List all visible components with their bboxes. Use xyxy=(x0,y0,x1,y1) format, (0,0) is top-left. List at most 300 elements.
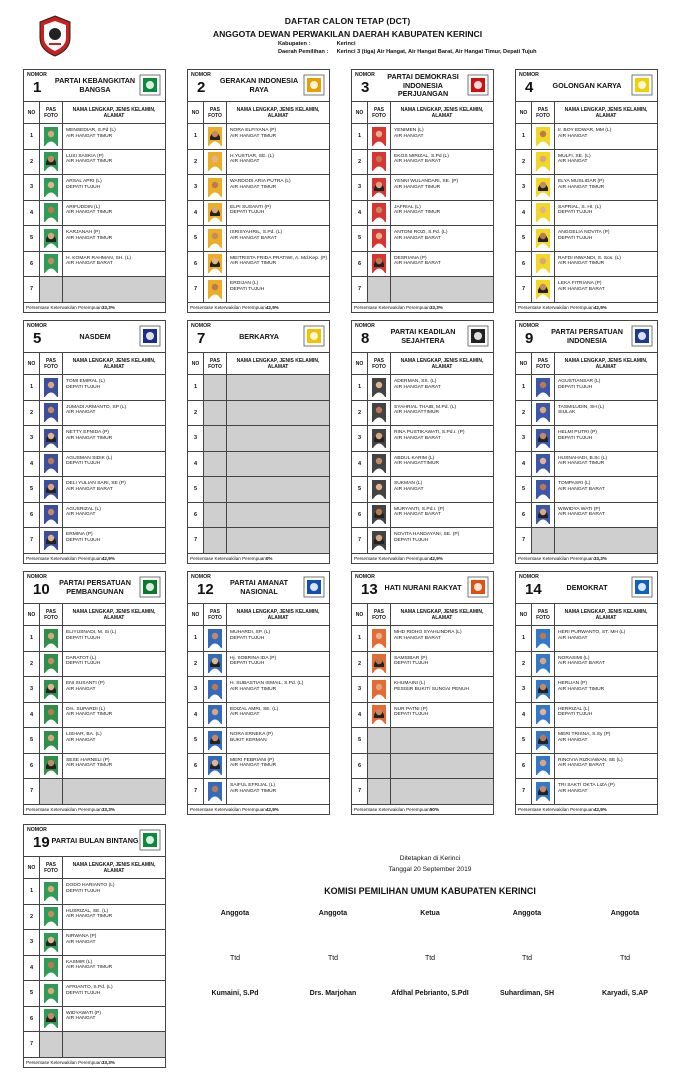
candidate-photo xyxy=(204,426,227,451)
party-name: PARTAI BULAN BINTANG xyxy=(51,835,139,845)
nomor-label: NOMOR xyxy=(27,323,47,329)
candidate-name: KARJANAH (P) xyxy=(66,230,100,235)
candidate-row xyxy=(188,528,329,554)
candidate-number: 4 xyxy=(188,201,204,226)
candidate-number: 1 xyxy=(24,124,40,149)
candidate-photo-icon xyxy=(372,480,386,499)
candidate-number: 7 xyxy=(24,1032,40,1057)
candidate-number: 3 xyxy=(188,175,204,200)
candidate-photo xyxy=(40,401,63,426)
candidate-info xyxy=(555,652,657,677)
candidate-name: RINOVIA RIZKIAWAN, SE (L) xyxy=(558,757,623,763)
candidate-photo-icon xyxy=(536,127,550,146)
candidate-info xyxy=(227,150,329,175)
candidate-address: DEPATI TUJUH xyxy=(66,184,101,190)
kabupaten-value: Kerinci xyxy=(336,41,356,47)
candidate-number: 1 xyxy=(352,124,368,149)
candidate-number: 6 xyxy=(24,503,40,528)
foto-header: PAS FOTO xyxy=(368,604,391,625)
foto-header: PAS FOTO xyxy=(204,604,227,625)
party-panel-10 xyxy=(23,571,166,815)
candidate-address: AIR HANGAT BARAT xyxy=(394,435,441,441)
column-headers xyxy=(352,102,493,124)
party-header xyxy=(516,572,657,604)
candidate-address: AIR HANGAT BARAT xyxy=(558,661,605,667)
column-headers xyxy=(24,857,165,879)
nama-header: NAMA LENGKAP, JENIS KELAMIN, ALAMAT xyxy=(564,357,648,370)
candidate-address: AIR HANGAT BARAT xyxy=(394,261,441,267)
candidate-photo xyxy=(204,150,227,175)
party-number: 14 xyxy=(525,581,542,598)
candidate-photo xyxy=(40,452,63,477)
candidate-photo-icon xyxy=(372,680,386,699)
nama-header: NAMA LENGKAP, JENIS KELAMIN, ALAMAT xyxy=(564,608,648,621)
candidate-address: AIR HANGAT xyxy=(66,737,96,743)
candidate-info xyxy=(555,754,657,779)
candidate-photo xyxy=(40,626,63,651)
candidate-info xyxy=(227,477,329,502)
candidate-row xyxy=(516,477,657,503)
candidate-photo-icon xyxy=(372,705,386,724)
candidate-number: 1 xyxy=(352,375,368,400)
party-panel-14 xyxy=(515,571,658,815)
candidate-photo-icon xyxy=(536,705,550,724)
percentage-value: 33,3% xyxy=(429,304,443,310)
candidate-photo xyxy=(368,175,391,200)
candidate-photo xyxy=(532,677,555,702)
candidate-photo-icon xyxy=(372,178,386,197)
candidate-row xyxy=(188,426,329,452)
candidate-number: 4 xyxy=(352,452,368,477)
candidate-name: SYAHRIAL THAIB, M.Pd. (L) xyxy=(394,404,457,410)
candidate-photo-icon xyxy=(44,882,58,901)
candidate-name: H.YUSTIAR, SE. (L) xyxy=(230,153,275,159)
candidate-photo xyxy=(40,930,63,955)
candidate-photo xyxy=(204,375,227,400)
party-number: 12 xyxy=(197,581,214,598)
candidate-address: AIR HANGAT xyxy=(558,737,588,743)
candidate-info xyxy=(391,626,493,651)
candidate-photo xyxy=(40,754,63,779)
candidate-name: AFRIANTO, S.Pd. (L) xyxy=(66,985,113,990)
candidate-info xyxy=(391,375,493,400)
candidate-photo-icon xyxy=(44,907,58,926)
percentage-footer xyxy=(24,303,165,312)
candidate-photo xyxy=(204,626,227,651)
candidate-info xyxy=(227,528,329,553)
candidate-photo-icon xyxy=(208,629,222,648)
candidate-info xyxy=(391,677,493,702)
candidate-photo-icon xyxy=(536,782,550,801)
candidate-info xyxy=(555,201,657,226)
percentage-value: 0% xyxy=(265,555,273,561)
candidate-info xyxy=(391,150,493,175)
candidate-address: BUKIT KERMAN xyxy=(230,737,267,743)
candidate-row xyxy=(24,503,165,529)
demokrat-logo-icon xyxy=(631,576,653,598)
candidate-photo xyxy=(204,124,227,149)
candidate-row xyxy=(24,930,165,956)
candidate-photo-icon xyxy=(208,756,222,775)
candidate-photo xyxy=(368,401,391,426)
candidate-number: 5 xyxy=(516,477,532,502)
candidate-photo-icon xyxy=(208,731,222,750)
candidate-info xyxy=(555,528,657,553)
candidate-info xyxy=(391,401,493,426)
candidate-photo-icon xyxy=(536,403,550,422)
candidate-number: 7 xyxy=(24,277,40,302)
candidate-info xyxy=(63,401,165,426)
candidate-photo xyxy=(40,779,63,804)
candidate-number: 3 xyxy=(516,426,532,451)
party-name: BERKARYA xyxy=(239,331,279,341)
nama-header: NAMA LENGKAP, JENIS KELAMIN, ALAMAT xyxy=(400,357,484,370)
candidate-info xyxy=(391,754,493,779)
signatory-role: Anggota xyxy=(220,910,250,917)
candidate-photo-icon xyxy=(208,127,222,146)
foto-header: PAS FOTO xyxy=(40,102,63,123)
candidate-number: 3 xyxy=(24,426,40,451)
perindo-logo-icon xyxy=(631,325,653,347)
candidate-photo-icon xyxy=(536,731,550,750)
percentage-footer xyxy=(188,554,329,563)
candidate-photo xyxy=(532,201,555,226)
candidate-info xyxy=(391,226,493,251)
candidate-number: 3 xyxy=(24,175,40,200)
column-headers xyxy=(516,604,657,626)
candidate-row xyxy=(24,175,165,201)
candidate-name: DESRIANA (P) xyxy=(394,255,427,261)
candidate-photo xyxy=(40,956,63,981)
candidate-name: DARATOT (L) xyxy=(66,655,97,661)
candidate-info xyxy=(391,426,493,451)
ppp-logo-icon xyxy=(139,576,161,598)
candidate-number: 5 xyxy=(24,981,40,1006)
candidate-photo-icon xyxy=(44,254,58,273)
candidate-address: AIR HANGAT BARAT xyxy=(230,235,277,241)
candidate-number: 2 xyxy=(516,150,532,175)
percentage-label: Persentase Keterwakilan Perempuan xyxy=(518,555,594,561)
candidate-row xyxy=(352,703,493,729)
candidate-row xyxy=(188,452,329,478)
candidate-photo xyxy=(40,879,63,904)
party-header xyxy=(188,70,329,102)
candidate-name: YENIMEN (L) xyxy=(394,128,424,133)
candidate-number: 7 xyxy=(188,779,204,804)
candidate-row xyxy=(188,477,329,503)
candidate-name: Ir. BOY EDWAR, MM (L) xyxy=(558,128,612,133)
candidate-number: 4 xyxy=(188,703,204,728)
signatory-name: Karyadi, S.AP xyxy=(602,990,648,997)
candidate-row xyxy=(516,779,657,805)
party-number: 9 xyxy=(525,330,534,347)
percentage-value: 42,9% xyxy=(429,555,443,561)
candidate-number: 5 xyxy=(352,226,368,251)
candidate-photo xyxy=(204,779,227,804)
no-header: NO xyxy=(188,102,204,123)
candidate-info xyxy=(555,124,657,149)
candidate-number: 6 xyxy=(352,754,368,779)
candidate-name: ERMINA (P) xyxy=(66,532,93,537)
candidate-info xyxy=(555,677,657,702)
party-name: PARTAI KEADILAN SEJAHTERA xyxy=(390,327,456,345)
candidate-name: ELPI SUSANTI (P) xyxy=(230,204,272,210)
candidate-name: ISRISYAHRIL, S.Pd. (L) xyxy=(230,230,283,235)
candidate-address: AIR HANGAT TIMUR xyxy=(66,210,113,216)
candidate-photo-icon xyxy=(536,152,550,171)
candidate-address: SIULAK xyxy=(558,410,576,416)
candidate-photo-icon xyxy=(208,705,222,724)
candidate-number: 2 xyxy=(188,150,204,175)
nomor-label: NOMOR xyxy=(27,827,47,833)
nomor-label: NOMOR xyxy=(519,72,539,78)
percentage-label: Persentase Keterwakilan Perempuan xyxy=(354,555,430,561)
percentage-footer xyxy=(188,805,329,814)
candidate-number: 2 xyxy=(352,401,368,426)
no-header: NO xyxy=(352,604,368,625)
candidate-row xyxy=(24,426,165,452)
candidate-row xyxy=(516,503,657,529)
candidate-info xyxy=(63,1007,165,1032)
candidate-row xyxy=(516,703,657,729)
foto-header: PAS FOTO xyxy=(368,353,391,374)
candidate-number: 6 xyxy=(24,754,40,779)
candidate-name: TOMI EMIRAL (L) xyxy=(66,379,105,384)
candidate-address: AIR HANGAT BARAT xyxy=(66,486,113,492)
candidate-name: DODO HARIANTO (L) xyxy=(66,883,115,888)
candidate-photo xyxy=(532,124,555,149)
candidate-row xyxy=(188,150,329,176)
percentage-label: Persentase Keterwakilan Perempuan xyxy=(354,304,430,310)
candidate-photo xyxy=(532,150,555,175)
candidate-row xyxy=(516,150,657,176)
candidate-row xyxy=(516,401,657,427)
percentage-label: Persentase Keterwakilan Perempuan xyxy=(26,555,102,561)
candidate-address: DEPATI TUJUH xyxy=(66,990,101,996)
candidate-info xyxy=(555,401,657,426)
candidate-photo xyxy=(368,252,391,277)
candidate-photo xyxy=(204,226,227,251)
candidate-number: 2 xyxy=(516,401,532,426)
candidate-address: DEPATI TUJUH xyxy=(66,635,101,641)
candidate-row xyxy=(188,252,329,278)
candidate-number: 6 xyxy=(188,754,204,779)
candidate-info xyxy=(227,124,329,149)
candidate-address: AIR HANGAT xyxy=(66,1016,96,1022)
candidate-address: DEPATI TUJUH xyxy=(66,537,101,543)
party-name: PARTAI KEBANGKITAN BANGSA xyxy=(54,76,136,94)
nomor-label: NOMOR xyxy=(27,574,47,580)
candidate-number: 1 xyxy=(352,626,368,651)
candidate-info xyxy=(63,503,165,528)
candidate-info xyxy=(391,528,493,553)
party-panel-2 xyxy=(187,69,330,313)
candidate-photo xyxy=(368,652,391,677)
candidate-row xyxy=(188,401,329,427)
party-header xyxy=(24,70,165,102)
party-panel-3 xyxy=(351,69,494,313)
candidate-photo xyxy=(204,175,227,200)
candidate-row xyxy=(516,677,657,703)
candidate-row xyxy=(188,677,329,703)
candidate-photo-icon xyxy=(536,378,550,397)
candidate-photo xyxy=(204,728,227,753)
party-name: NASDEM xyxy=(79,331,111,341)
candidate-photo xyxy=(40,124,63,149)
nomor-label: NOMOR xyxy=(355,574,375,580)
dapil-value: Kerinci 3 (tiga) Air Hangat, Air Hangat Barat, Air Hangat Timur, Depati Tujuh xyxy=(336,49,537,55)
foto-header: PAS FOTO xyxy=(368,102,391,123)
candidate-row xyxy=(24,1007,165,1033)
candidate-name: NIRWANA (P) xyxy=(66,934,97,939)
candidate-row xyxy=(516,452,657,478)
candidate-info xyxy=(63,528,165,553)
candidate-info xyxy=(391,728,493,753)
candidate-row xyxy=(352,201,493,227)
candidate-info xyxy=(63,754,165,779)
candidate-row xyxy=(24,981,165,1007)
candidate-address: AIR HANGAT TIMUR xyxy=(66,159,113,165)
candidate-photo-icon xyxy=(44,229,58,248)
signatory-name: Suhardiman, SH xyxy=(499,990,555,997)
candidate-number: 7 xyxy=(188,528,204,553)
candidate-photo-icon xyxy=(372,203,386,222)
candidate-info xyxy=(63,677,165,702)
candidate-name: H. KOMAR RAHMAN, SH. (L) xyxy=(66,255,131,261)
candidate-number: 7 xyxy=(188,277,204,302)
candidate-row xyxy=(24,528,165,554)
candidate-number: 2 xyxy=(24,652,40,677)
candidate-photo xyxy=(532,503,555,528)
candidate-info xyxy=(391,252,493,277)
candidate-photo-icon xyxy=(372,127,386,146)
candidate-name: Hj. SOBRINA IDA (P) xyxy=(230,655,277,661)
candidate-photo xyxy=(204,528,227,553)
candidate-address: AIR HANGAT BARAT xyxy=(558,486,605,492)
candidate-name: NORASIMI (L) xyxy=(558,655,590,661)
candidate-photo xyxy=(532,277,555,302)
candidate-address: AIR HANGAT xyxy=(66,410,96,416)
candidate-info xyxy=(555,277,657,302)
candidate-photo xyxy=(40,201,63,226)
candidate-photo-icon xyxy=(44,480,58,499)
candidate-name: TASMILUDIN, SH (L) xyxy=(558,404,605,410)
dapil-label: Daerah Pemilihan : xyxy=(278,49,329,55)
candidate-name: YENNI WULANDARI, SE. (P) xyxy=(394,179,459,184)
candidate-photo-icon xyxy=(44,454,58,473)
candidate-photo xyxy=(40,375,63,400)
candidate-photo xyxy=(204,754,227,779)
party-name: HATI NURANI RAKYAT xyxy=(384,582,462,592)
signatory-ttd: Ttd xyxy=(521,955,533,962)
percentage-label: Persentase Keterwakilan Perempuan xyxy=(190,806,266,812)
candidate-photo xyxy=(368,277,391,302)
footer-place: Ditetapkan di Kerinci xyxy=(399,855,461,862)
nama-header: NAMA LENGKAP, JENIS KELAMIN, ALAMAT xyxy=(400,608,484,621)
candidate-name: MULFI, SE. (L) xyxy=(558,153,591,159)
candidate-address: AIR HANGAT TIMUR xyxy=(66,133,113,139)
candidate-photo-icon xyxy=(44,629,58,648)
candidate-name: LEKA FITRIANA (P) xyxy=(558,281,602,286)
candidate-row xyxy=(352,652,493,678)
candidate-photo-icon xyxy=(372,254,386,273)
candidate-address: DEPATI TUJUH xyxy=(230,635,265,641)
signatory-name: Drs. Marjohan xyxy=(309,990,357,997)
candidate-info xyxy=(227,728,329,753)
candidate-photo-icon xyxy=(208,680,222,699)
candidate-number: 5 xyxy=(188,226,204,251)
candidate-photo-icon xyxy=(536,429,550,448)
candidate-photo xyxy=(204,201,227,226)
pkb-logo-icon xyxy=(139,74,161,96)
candidate-number: 1 xyxy=(188,124,204,149)
candidate-number: 5 xyxy=(24,477,40,502)
candidate-photo-icon xyxy=(372,403,386,422)
candidate-row xyxy=(24,703,165,729)
candidate-name: HUSRIZAL, SE. (L) xyxy=(66,908,109,914)
percentage-footer xyxy=(516,554,657,563)
candidate-number: 5 xyxy=(24,226,40,251)
candidate-address: AIR HANGAT TIMUR xyxy=(230,261,277,267)
candidate-info xyxy=(63,150,165,175)
candidate-name: ENI SUSANTI (P) xyxy=(66,681,105,686)
candidate-photo-icon xyxy=(536,280,550,299)
candidate-info xyxy=(227,503,329,528)
candidate-info xyxy=(391,503,493,528)
candidate-photo xyxy=(204,277,227,302)
candidate-photo xyxy=(368,452,391,477)
candidate-row xyxy=(24,477,165,503)
column-headers xyxy=(24,102,165,124)
candidate-name: LUSI SASKIA (P) xyxy=(66,153,104,159)
nama-header: NAMA LENGKAP, JENIS KELAMIN, ALAMAT xyxy=(72,861,156,874)
candidate-info xyxy=(63,226,165,251)
nama-header: NAMA LENGKAP, JENIS KELAMIN, ALAMAT xyxy=(236,357,320,370)
signatory-ttd: Ttd xyxy=(424,955,436,962)
nomor-label: NOMOR xyxy=(27,72,47,78)
candidate-photo xyxy=(532,754,555,779)
candidate-name: LISHAR, BA. (L) xyxy=(66,732,102,737)
candidate-address: AIR HANGAT BARAT xyxy=(558,286,605,292)
candidate-photo-icon xyxy=(536,629,550,648)
candidate-photo-icon xyxy=(536,203,550,222)
candidate-photo-icon xyxy=(44,505,58,524)
candidate-photo xyxy=(532,703,555,728)
candidate-number: 4 xyxy=(352,201,368,226)
candidate-photo-icon xyxy=(536,680,550,699)
candidate-row xyxy=(352,477,493,503)
signatory-role: Anggota xyxy=(318,910,348,917)
candidate-row xyxy=(24,754,165,780)
party-header xyxy=(188,572,329,604)
candidate-address: AIR HANGAT BARAT xyxy=(558,763,605,769)
candidate-name: RAFDI INWANDI, S. Sos. (L) xyxy=(558,255,621,261)
candidate-address: AIR HANGAT BARAT xyxy=(558,512,605,518)
candidate-row xyxy=(24,879,165,905)
party-name: GOLONGAN KARYA xyxy=(552,80,622,90)
candidate-photo xyxy=(40,728,63,753)
candidate-photo-icon xyxy=(536,178,550,197)
candidate-photo xyxy=(204,452,227,477)
candidate-name: NOVITA HANDAYANI, SE. (P) xyxy=(394,532,460,537)
percentage-label: Persentase Keterwakilan Perempuan xyxy=(518,304,594,310)
candidate-info xyxy=(555,728,657,753)
candidate-address: DEPATI TUJUH xyxy=(558,235,593,241)
candidate-name: H. SUBASTIAN ISMAIL, S.Pd. (L) xyxy=(230,681,304,686)
candidate-address: AIR HANGAT TIMUR xyxy=(230,788,277,794)
candidate-info xyxy=(555,150,657,175)
candidate-row xyxy=(24,375,165,401)
